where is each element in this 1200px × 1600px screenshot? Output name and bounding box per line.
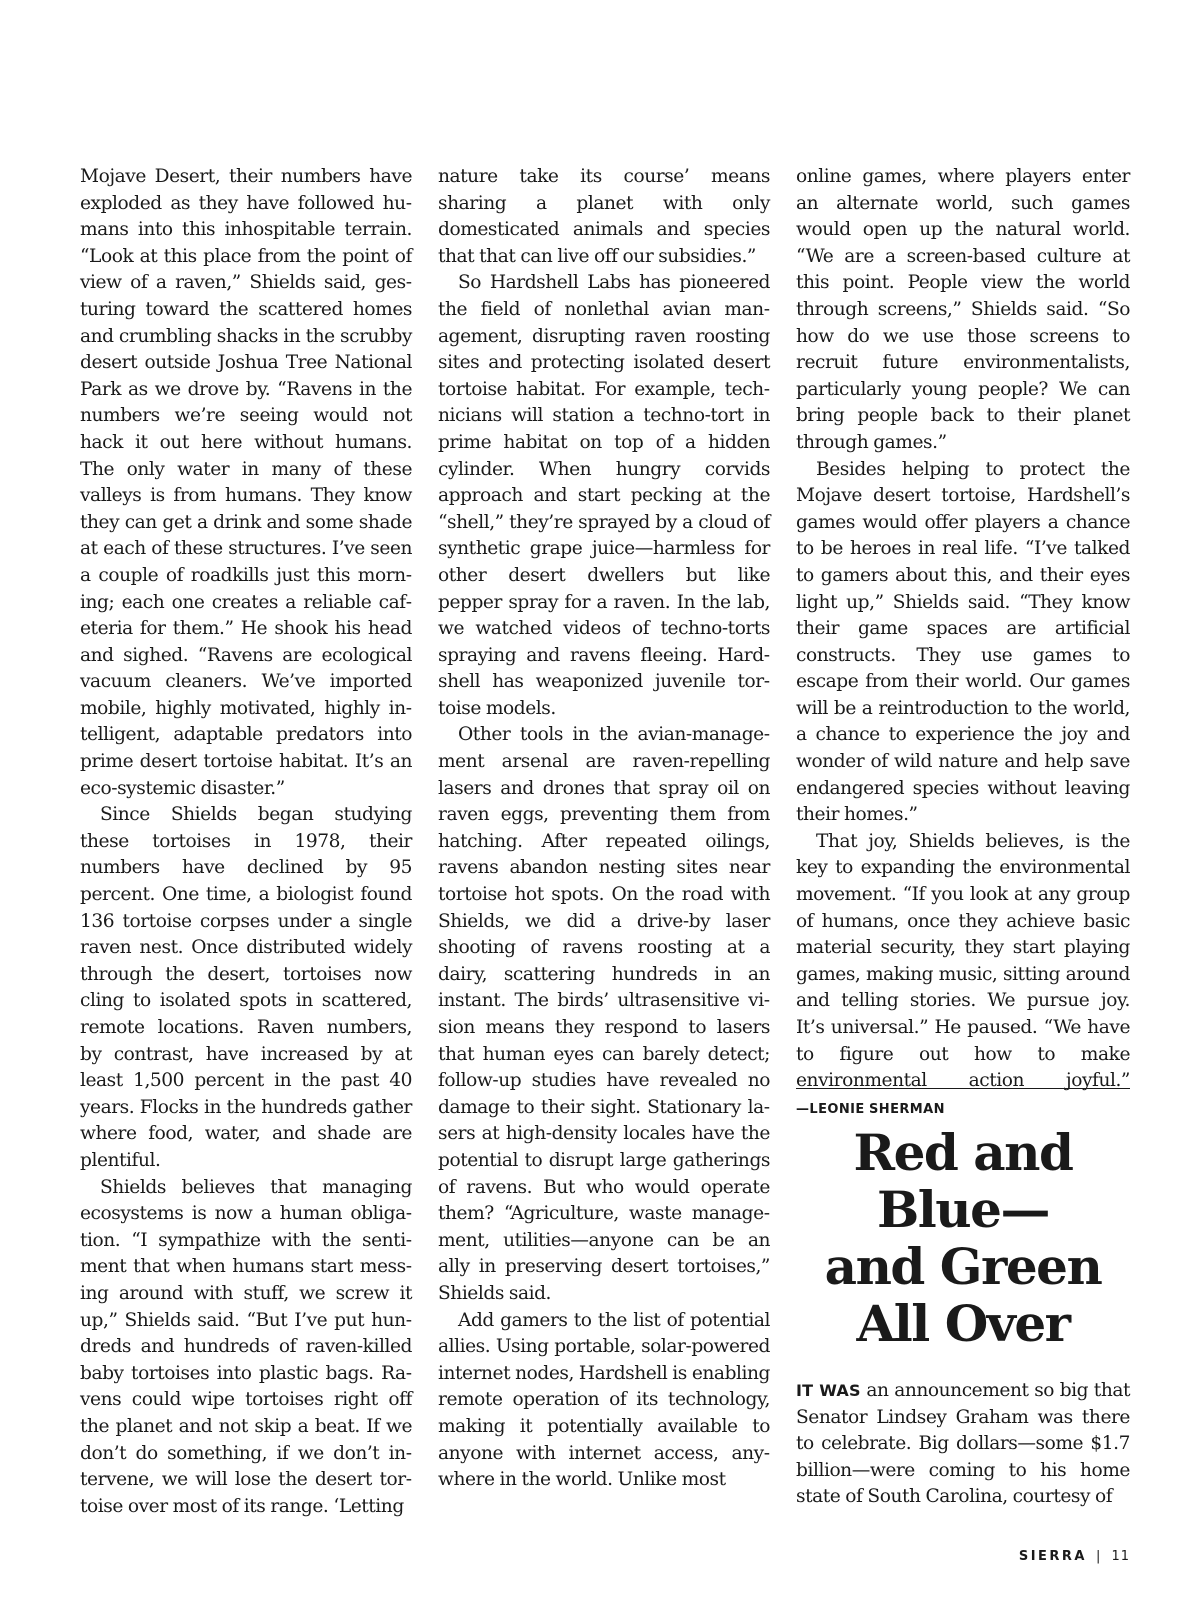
article-column-1 bbox=[80, 164, 412, 1520]
headline-line: Red and bbox=[853, 1123, 1073, 1182]
next-article-paragraph bbox=[796, 1378, 1130, 1511]
headline-line: and Green bbox=[824, 1237, 1102, 1296]
next-article-body bbox=[796, 1378, 1130, 1511]
byline: —LEONIE SHERMAN bbox=[796, 1101, 945, 1117]
headline-line: All Over bbox=[856, 1294, 1070, 1353]
article-paragraph: Add gamers to the list of potential allies. Using portable, solar-powered internet nodes, Hardshell is enabling remote operation of its technology, making it potentially available to anyone with internet access, anywhere in the world. Unlike most bbox=[438, 1309, 770, 1491]
footer-separator: | bbox=[1096, 1549, 1101, 1564]
article-paragraph: nature take its course’ means sharing a planet with only domesticated animals and species that that can live off our subsidies.” bbox=[438, 166, 770, 267]
article-column-3 bbox=[796, 164, 1130, 1123]
magazine-name: SIERRA bbox=[1018, 1549, 1087, 1564]
article-paragraph: Mojave Desert, their numbers have exploded as they have followed humans into this inhospitable terrain. “Look at this place from the point of view of a raven,” Shields said, gesturing toward the scattered homes and crumbling shacks in the scrubby desert outside Joshua Tree National Park as we drove by. “Ravens in the numbers we’re seeing would not hack it out here without humans. The only water in many of these valleys is from humans. They know they can get a drink and some shade at each of these structures. I’ve seen a couple of roadkills just this morning; each one creates a reliable cafeteria for them.” He shook his head and sighed. “Ravens are ecological vacuum cleaners. We’ve imported mobile, highly motivated, highly intelligent, adaptable predators into prime desert tortoise habitat. It’s an eco-systemic disaster.” bbox=[80, 166, 412, 799]
article-column-2 bbox=[438, 164, 770, 1494]
article-paragraph-final bbox=[796, 829, 1130, 1124]
article-paragraph: So Hardshell Labs has pioneered the field of nonlethal avian management, disrupting raven roosting sites and protecting isolated desert tortoise habitat. For example, technicians will station a techno-tort in prime habitat on top of a hidden cylinder. When hungry corvids approach and start pecking at the “shell,” they’re sprayed by a cloud of synthetic grape juice—harmless for other desert dwellers but like pepper spray for a raven. In the lab, we watched videos of techno-torts spraying and ravens fleeing. Hardshell has weaponized juvenile tortoise models. bbox=[438, 272, 770, 719]
headline-line: Blue— bbox=[877, 1180, 1049, 1239]
page-footer bbox=[1019, 1549, 1130, 1564]
article-paragraph: Shields believes that managing ecosystems is now a human obligation. “I sympathize with the sentiment that when humans start messing around with stuff, we screw it up,” Shields said. “But I’ve put hundreds and hundreds of raven-killed baby tortoises into plastic bags. Ravens could wipe tortoises right off the planet and not skip a beat. If we don’t do something, if we don’t intervene, we will lose the desert tortoise over most of its range. ‘Letting bbox=[80, 1176, 412, 1517]
lead-in: IT WAS bbox=[796, 1381, 861, 1400]
article-paragraph: online games, where players enter an alternate world, such games would open up the natural world. “We are a screen-based culture at this point. People view the world through screens,” Shields said. “So how do we use those screens to recruit future environmentalists, particularly young people? We can bring people back to their planet through games.” bbox=[796, 166, 1130, 453]
page-number: 11 bbox=[1111, 1549, 1130, 1564]
article-paragraph-text: That joy, Shields believes, is the key to expanding the environmental movement. “If you look at any group of humans, once they achieve basic material security, they start playing games, making music, sitting around and telling stories. We pursue joy. It’s universal.” He paused. “We have to figure out how to make environmental action joyful.” bbox=[796, 830, 1130, 1092]
next-article-headline bbox=[796, 1124, 1130, 1352]
section-divider bbox=[796, 1088, 1130, 1089]
article-paragraph: Since Shields began studying these tortoises in 1978, their numbers have declined by 95 percent. One time, a biologist found 136 tortoise corpses under a single raven nest. Once distributed widely through the desert, tortoises now cling to isolated spots in scattered, remote locations. Raven numbers, by contrast, have increased by at least 1,500 percent in the past 40 years. Flocks in the hundreds gather where food, water, and shade are plentiful. bbox=[80, 804, 412, 1171]
article-paragraph: Besides helping to protect the Mojave desert tortoise, Hardshell’s games would offer players a chance to be heroes in real life. “I’ve talked to gamers about this, and their eyes light up,” Shields said. “They know their game spaces are artificial constructs. They use games to escape from their world. Our games will be a reintroduction to the world, a chance to experience the joy and wonder of wild nature and help save endangered species without leaving their homes.” bbox=[796, 458, 1130, 826]
article-paragraph: Other tools in the avian-management arsenal are raven-repelling lasers and drones that spray oil on raven eggs, preventing them from hatching. After repeated oilings, ravens abandon nesting sites near tortoise hot spots. On the road with Shields, we did a drive-by laser shooting of ravens roosting at a dairy, scattering hundreds in an instant. The birds’ ultrasensitive vision means they respond to lasers that human eyes can barely detect; follow-up studies have revealed no damage to their sight. Stationary lasers at high-density locales have the potential to disrupt large gatherings of ravens. But who would operate them? “Agriculture, waste management, utilities—anyone can be an ally in preserving desert tortoises,” Shields said. bbox=[438, 724, 770, 1304]
next-article-text: an announcement so big that Senator Lindsey Graham was there to celebrate. Big dollars—some $1.7 billion—were coming to his home state of South Carolina, courtesy of bbox=[796, 1380, 1130, 1508]
